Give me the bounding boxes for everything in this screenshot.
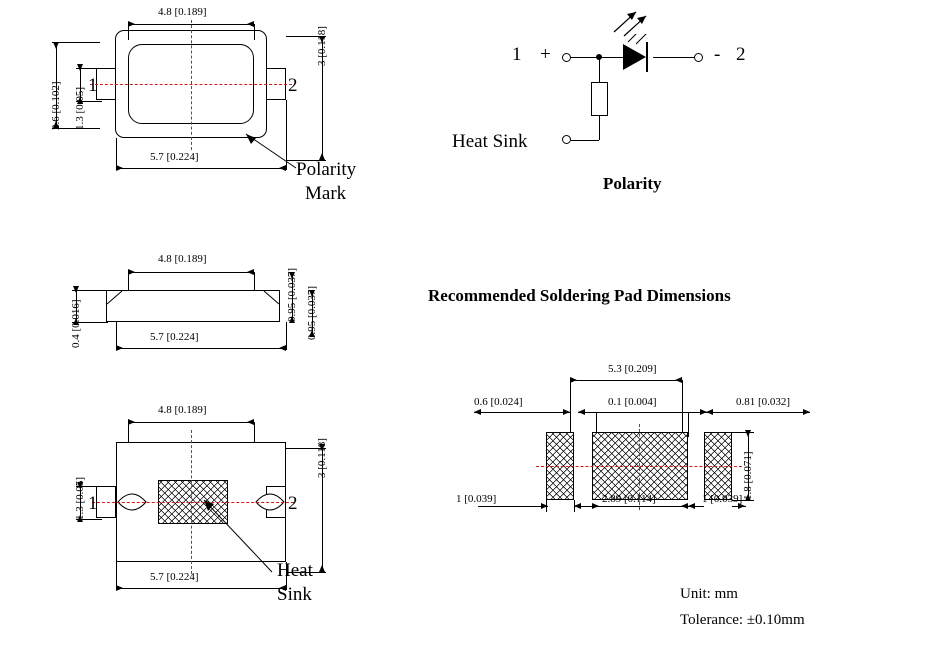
circuit-heatsink-node (562, 135, 571, 144)
pad-height-label: 1.8 [0.071] (742, 451, 754, 500)
circuit-plus-label: + (540, 44, 551, 65)
arrow-left (279, 345, 286, 351)
ext-line (116, 322, 117, 350)
circuit-minus-label: - (714, 44, 721, 65)
pad-left-offset-dimline (474, 412, 570, 413)
arrow-left (706, 409, 713, 415)
pad-total-label: 5.3 [0.209] (608, 363, 657, 375)
ext-line (52, 42, 100, 43)
pad-right-offset-label: 0.81 [0.032] (736, 396, 791, 408)
arrow-left (474, 409, 481, 415)
top-view-pin1-label: 1 (88, 75, 98, 96)
ext-line (116, 138, 117, 170)
circuit-terminal1-node (562, 53, 571, 62)
top-view-height-label: 3 [0.118] (316, 26, 328, 66)
pad-center-width-label: 2.89 [0.114] (602, 493, 656, 505)
polarity-title: Polarity (603, 174, 662, 193)
side-view-width-bottom-label: 5.7 [0.224] (150, 331, 199, 343)
centerline-vertical (191, 20, 192, 150)
arrow-right (563, 409, 570, 415)
ext-line (128, 422, 129, 442)
bottom-view-pin2-label: 2 (288, 493, 298, 514)
circuit-terminal1-label: 1 (512, 44, 522, 65)
arrow-right (738, 503, 745, 509)
heat-sink-label-line2: Sink (277, 584, 312, 605)
pad-gap-dimline (578, 412, 706, 413)
side-view-width-top-dimline (128, 272, 254, 273)
arrow-right (116, 345, 123, 351)
ext-line (732, 432, 754, 433)
arrow-left (688, 503, 695, 509)
arrow-right (128, 21, 135, 27)
polarity-mark-label-line1: Polarity (296, 159, 357, 180)
arrow-left (675, 377, 682, 383)
pad-right-width-label: 1 [0.039] (702, 493, 743, 505)
bottom-view-width-bottom-dimline (116, 588, 286, 589)
side-view-width-top-label: 4.8 [0.189] (158, 253, 207, 265)
arrow-right (116, 165, 123, 171)
ext-line (72, 290, 108, 291)
side-view-right-inner-label: 0.95 [0.037] (306, 285, 318, 340)
ext-line (254, 422, 255, 442)
pad-gap-label: 0.1 [0.004] (608, 396, 657, 408)
pad-left-offset-label: 0.6 [0.024] (474, 396, 523, 408)
pad-left-width-label: 1 [0.039] (456, 493, 497, 505)
ext-line (286, 322, 287, 350)
ext-line (116, 562, 117, 590)
wire-heatsink-horizontal (571, 140, 599, 141)
arrow-right (803, 409, 810, 415)
arrow-up (319, 565, 325, 572)
tolerance-note: Tolerance: ±0.10mm (680, 612, 805, 628)
arrow-left (574, 503, 581, 509)
light-emission-arrows-icon (596, 8, 656, 44)
arrow-left (578, 409, 585, 415)
arrow-left (247, 21, 254, 27)
arrow-left (247, 269, 254, 275)
arrow-right (592, 503, 599, 509)
centerline-vertical (191, 430, 192, 574)
side-view-right-outer-label: 0.95 [0.037] (286, 267, 298, 322)
pad-center-width-dimline (592, 506, 688, 507)
side-view-width-bottom-dimline (116, 348, 286, 349)
ext-line (76, 68, 102, 69)
bottom-view-left-inner-label: 1.3 [0.05] (74, 476, 86, 520)
ext-line (688, 412, 689, 437)
pad-total-dimline (570, 380, 682, 381)
bottom-view-width-top-label: 4.8 [0.189] (158, 404, 207, 416)
heat-sink-label-line1: Heat (277, 560, 313, 581)
top-view-width-bottom-label: 5.7 [0.224] (150, 151, 199, 163)
unit-note: Unit: mm (680, 586, 738, 602)
resistor-symbol (591, 82, 608, 116)
ext-line (570, 380, 571, 435)
arrow-left (247, 419, 254, 425)
top-view-left-inner-label: 1.3 [0.05] (74, 86, 86, 130)
ext-line (546, 500, 547, 512)
top-view-left-outer-label: 2.6 [0.102] (50, 81, 62, 130)
pad-dimensions-title: Recommended Soldering Pad Dimensions (428, 286, 731, 305)
top-view-pin2-label: 2 (288, 75, 298, 96)
circuit-terminal2-node (694, 53, 703, 62)
arrow-right (116, 585, 123, 591)
arrow-down (53, 42, 59, 49)
pad-right-offset-dimline (706, 412, 810, 413)
arrow-right (128, 269, 135, 275)
heat-sink-terminal-label: Heat Sink (452, 131, 528, 152)
pad-left-width-dimline (478, 506, 548, 507)
bottom-view-width-top-dimline (128, 422, 254, 423)
arrow-right (570, 377, 577, 383)
side-view-left-label: 0.4 [0.016] (70, 299, 82, 348)
bottom-view-width-bottom-label: 5.7 [0.224] (150, 571, 199, 583)
arrow-left (681, 503, 688, 509)
ext-line (574, 500, 575, 512)
ext-line (682, 380, 683, 435)
bottom-view-pin1-label: 1 (88, 493, 98, 514)
side-view-chamfers (104, 288, 284, 324)
bottom-view-height-label: 3 [0.118] (316, 438, 328, 478)
arrow-right (128, 419, 135, 425)
polarity-mark-label-line2: Mark (305, 183, 347, 204)
top-view-width-top-label: 4.8 [0.189] (158, 6, 207, 18)
circuit-terminal2-label: 2 (736, 44, 746, 65)
